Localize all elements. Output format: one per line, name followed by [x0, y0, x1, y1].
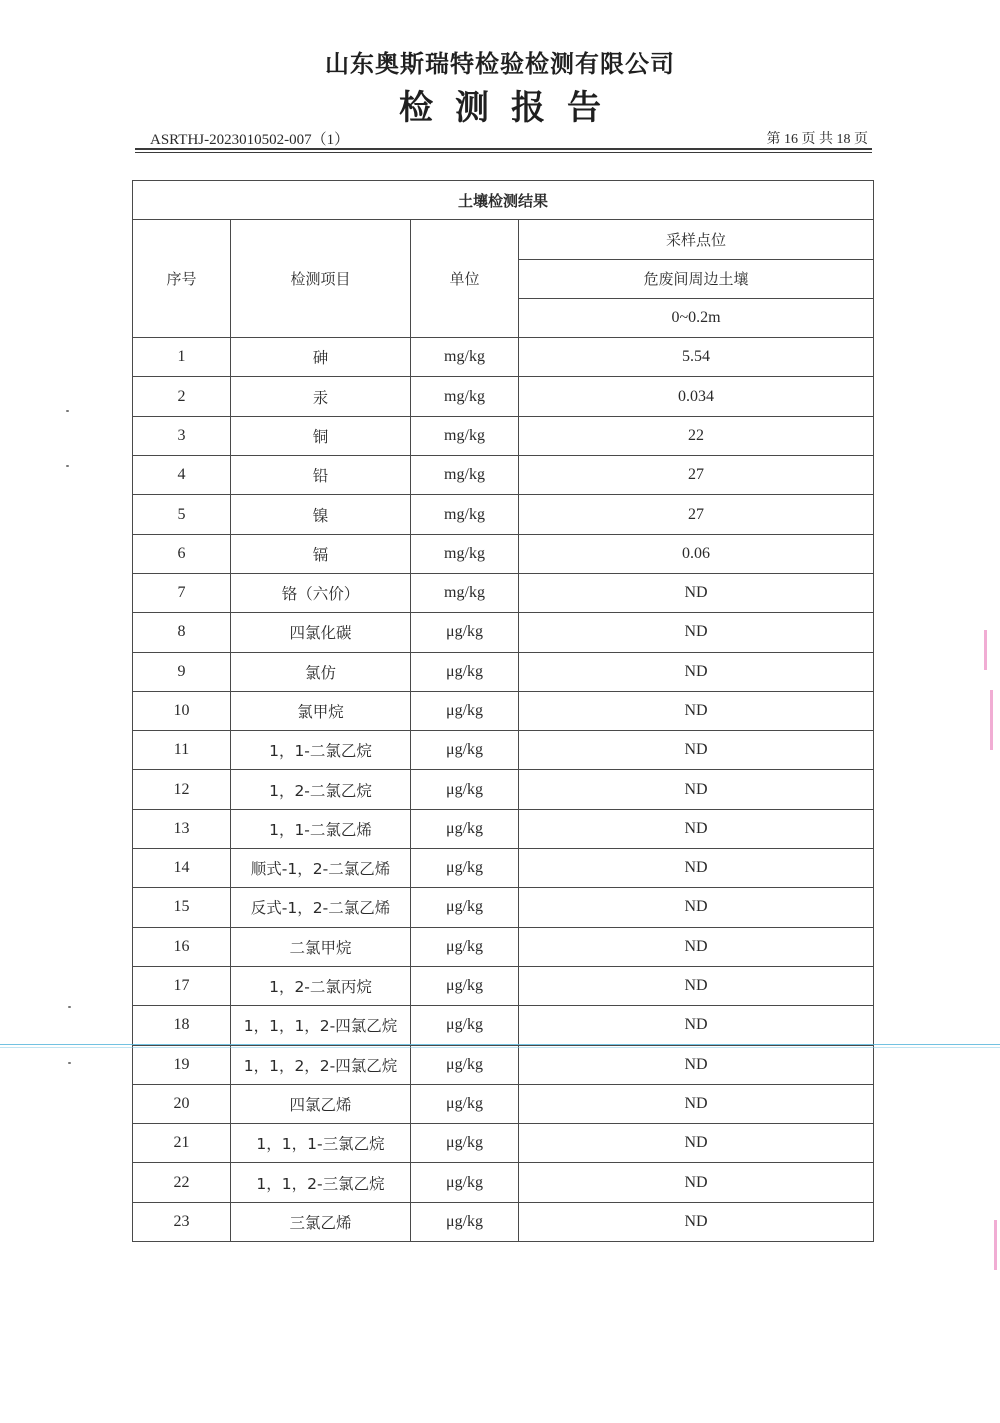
row-unit: μg/kg: [411, 652, 519, 691]
header-unit: 单位: [411, 220, 519, 338]
header-sampling-point: 采样点位: [519, 220, 874, 259]
row-item: 四氯乙烯: [231, 1084, 411, 1123]
table-row: [133, 416, 874, 455]
header-seq: 序号: [133, 220, 231, 338]
row-unit: mg/kg: [411, 573, 519, 612]
table-row: [133, 456, 874, 495]
row-value: ND: [519, 809, 874, 848]
row-value: ND: [519, 652, 874, 691]
row-unit: μg/kg: [411, 613, 519, 652]
row-unit: mg/kg: [411, 456, 519, 495]
row-item: 铅: [231, 456, 411, 495]
scan-speck: [66, 465, 69, 467]
row-seq: 8: [133, 613, 231, 652]
row-item: 汞: [231, 377, 411, 416]
row-unit: μg/kg: [411, 888, 519, 927]
row-value: 27: [519, 456, 874, 495]
table-row: [133, 652, 874, 691]
row-item: 镉: [231, 534, 411, 573]
row-unit: μg/kg: [411, 731, 519, 770]
soil-results-table: [132, 180, 874, 1242]
row-item: 反式-1，2-二氯乙烯: [231, 888, 411, 927]
row-seq: 3: [133, 416, 231, 455]
table-row: [133, 888, 874, 927]
row-value: 22: [519, 416, 874, 455]
header-rule-thick: [135, 148, 872, 150]
row-unit: μg/kg: [411, 1163, 519, 1202]
row-seq: 23: [133, 1202, 231, 1241]
row-value: ND: [519, 731, 874, 770]
row-item: 1，2-二氯乙烷: [231, 770, 411, 809]
row-value: ND: [519, 849, 874, 888]
edge-stamp-mark: [994, 1220, 997, 1270]
table-row: [133, 1124, 874, 1163]
row-item: 二氯甲烷: [231, 927, 411, 966]
row-item: 1，2-二氯丙烷: [231, 966, 411, 1005]
row-unit: μg/kg: [411, 1006, 519, 1045]
row-unit: mg/kg: [411, 534, 519, 573]
row-unit: μg/kg: [411, 1045, 519, 1084]
table-row: [133, 573, 874, 612]
table-row: [133, 1163, 874, 1202]
scan-speck: [66, 410, 69, 412]
row-value: ND: [519, 1124, 874, 1163]
row-value: 5.54: [519, 338, 874, 377]
row-value: ND: [519, 691, 874, 730]
row-unit: μg/kg: [411, 770, 519, 809]
row-item: 镍: [231, 495, 411, 534]
row-seq: 20: [133, 1084, 231, 1123]
table-row: [133, 495, 874, 534]
header-item: 检测项目: [231, 220, 411, 338]
row-value: 0.06: [519, 534, 874, 573]
scan-speck: [68, 1062, 71, 1064]
row-seq: 17: [133, 966, 231, 1005]
header-location: 危废间周边土壤: [519, 259, 874, 298]
page-number: 第 16 页 共 18 页: [766, 132, 868, 147]
row-value: ND: [519, 1202, 874, 1241]
table-row: [133, 1084, 874, 1123]
row-unit: mg/kg: [411, 377, 519, 416]
row-item: 顺式-1，2-二氯乙烯: [231, 849, 411, 888]
row-seq: 15: [133, 888, 231, 927]
table-row: [133, 731, 874, 770]
row-value: ND: [519, 966, 874, 1005]
report-number: ASRTHJ-2023010502-007（1）: [150, 132, 350, 148]
scan-artifact-line: [0, 1044, 1000, 1045]
row-seq: 2: [133, 377, 231, 416]
header-rule-thin: [135, 152, 872, 153]
row-seq: 22: [133, 1163, 231, 1202]
row-seq: 10: [133, 691, 231, 730]
row-item: 三氯乙烯: [231, 1202, 411, 1241]
row-seq: 13: [133, 809, 231, 848]
scan-speck: [68, 1006, 71, 1008]
row-seq: 16: [133, 927, 231, 966]
row-seq: 9: [133, 652, 231, 691]
table-row: [133, 966, 874, 1005]
table-row: [133, 691, 874, 730]
row-seq: 1: [133, 338, 231, 377]
table-row: [133, 1045, 874, 1084]
row-item: 1，1-二氯乙烷: [231, 731, 411, 770]
row-item: 1，1，2-三氯乙烷: [231, 1163, 411, 1202]
row-unit: μg/kg: [411, 927, 519, 966]
company-name: 山东奥斯瑞特检验检测有限公司: [325, 50, 675, 78]
table-row: [133, 927, 874, 966]
table-title: 土壤检测结果: [133, 181, 874, 220]
table-row: [133, 849, 874, 888]
table-row: [133, 613, 874, 652]
row-seq: 12: [133, 770, 231, 809]
row-seq: 6: [133, 534, 231, 573]
header-depth: 0~0.2m: [519, 298, 874, 337]
row-value: 27: [519, 495, 874, 534]
row-unit: μg/kg: [411, 1124, 519, 1163]
row-seq: 18: [133, 1006, 231, 1045]
row-value: ND: [519, 1084, 874, 1123]
table-row: [133, 377, 874, 416]
row-seq: 21: [133, 1124, 231, 1163]
row-item: 1，1-二氯乙烯: [231, 809, 411, 848]
edge-stamp-mark: [984, 630, 987, 670]
row-item: 铬（六价）: [231, 573, 411, 612]
row-value: ND: [519, 888, 874, 927]
report-title: 检测报告: [399, 88, 623, 128]
row-unit: mg/kg: [411, 495, 519, 534]
row-seq: 14: [133, 849, 231, 888]
row-item: 氯甲烷: [231, 691, 411, 730]
table-row: [133, 338, 874, 377]
row-seq: 5: [133, 495, 231, 534]
row-value: 0.034: [519, 377, 874, 416]
row-unit: μg/kg: [411, 809, 519, 848]
row-unit: μg/kg: [411, 966, 519, 1005]
row-value: ND: [519, 573, 874, 612]
row-item: 四氯化碳: [231, 613, 411, 652]
row-item: 1，1，2，2-四氯乙烷: [231, 1045, 411, 1084]
table-row: [133, 770, 874, 809]
row-seq: 4: [133, 456, 231, 495]
row-item: 1，1，1-三氯乙烷: [231, 1124, 411, 1163]
row-value: ND: [519, 613, 874, 652]
scan-artifact-line: [0, 1047, 1000, 1048]
row-seq: 11: [133, 731, 231, 770]
row-item: 砷: [231, 338, 411, 377]
table-row: [133, 534, 874, 573]
edge-stamp-mark: [990, 690, 993, 750]
table-row: [133, 1006, 874, 1045]
row-unit: μg/kg: [411, 849, 519, 888]
row-unit: μg/kg: [411, 1084, 519, 1123]
table-row: [133, 809, 874, 848]
row-unit: mg/kg: [411, 416, 519, 455]
row-value: ND: [519, 1163, 874, 1202]
row-unit: μg/kg: [411, 1202, 519, 1241]
table-row: [133, 1202, 874, 1241]
row-item: 铜: [231, 416, 411, 455]
row-item: 1，1，1，2-四氯乙烷: [231, 1006, 411, 1045]
row-value: ND: [519, 770, 874, 809]
row-unit: μg/kg: [411, 691, 519, 730]
row-item: 氯仿: [231, 652, 411, 691]
row-value: ND: [519, 1045, 874, 1084]
row-unit: mg/kg: [411, 338, 519, 377]
row-value: ND: [519, 1006, 874, 1045]
row-seq: 19: [133, 1045, 231, 1084]
row-seq: 7: [133, 573, 231, 612]
row-value: ND: [519, 927, 874, 966]
